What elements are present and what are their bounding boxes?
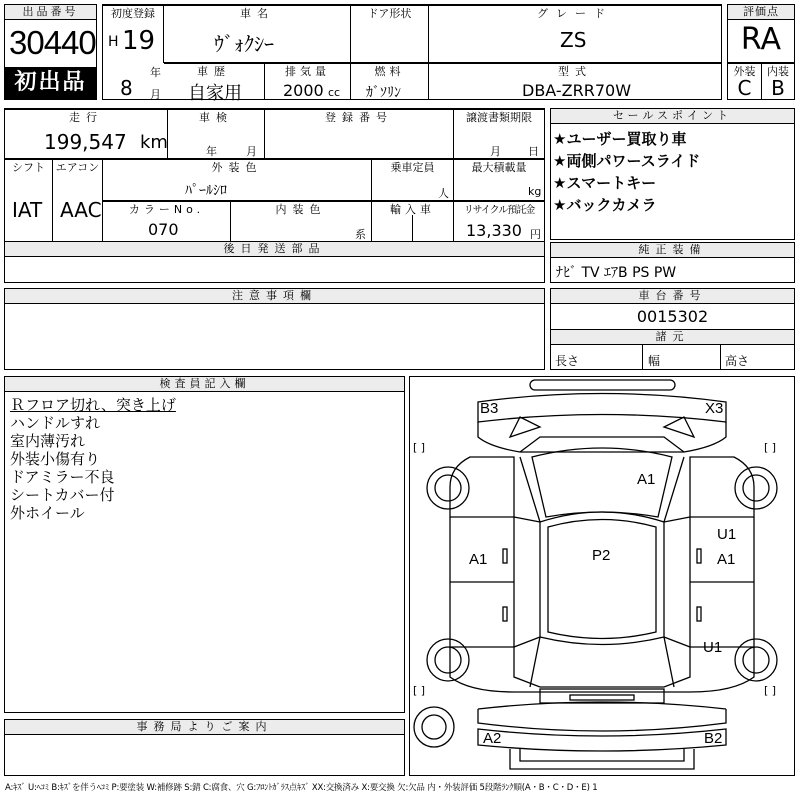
import-header: 輸入車 [390, 203, 435, 216]
sales-points-header: セールスポイント [551, 109, 794, 124]
damage-label-a2: A2 [483, 730, 502, 747]
bracket-marker: [ ] [413, 684, 426, 697]
sales-points-list [553, 128, 700, 216]
equipment-value: ﾅﾋﾞ TV ｴｱB PS PW [556, 265, 677, 281]
lot-number: 30440 [9, 24, 96, 61]
max-load-header: 最大積載量 [471, 161, 527, 174]
displacement-value: 2000 [283, 81, 324, 100]
inspector-note-line: 外装小傷有り [10, 450, 101, 468]
year: 19 [122, 26, 156, 56]
grade-value: ZS [560, 28, 587, 52]
inspector-notes [10, 396, 176, 522]
model-name: ｳﾞｫｸｼｰ [214, 32, 274, 56]
inspector-note-line: 室内薄汚れ [10, 432, 86, 450]
damage-legend: A:ｷｽﾞ U:ﾍｺﾐ B:ｷｽﾞを伴うﾍｺﾐ P:要塗装 W:補修跡 S:錆 C:腐食、穴 G:ﾌﾛﾝﾄｶﾞﾗｽ点ｷｽﾞ XX:交換済み X:要交換 欠:欠品 内・外装評価 5段階ﾗﾝｸ順(A・B・C・D・E) 1 [5, 783, 598, 793]
fuel-header: 燃料 [374, 65, 405, 78]
reg-number-header: 登録番号 [325, 111, 393, 124]
caution-header: 注意事項欄 [5, 289, 544, 304]
transfer-header: 譲渡書類期限 [466, 111, 532, 124]
car-diagram [410, 377, 794, 775]
lot-number-header: 出品番号 [5, 5, 96, 20]
inspection-month-unit: 月 [246, 145, 257, 158]
spec-header: 諸元 [551, 330, 794, 345]
bracket-marker: [ ] [764, 684, 777, 697]
sales-point-item: ★バックカメラ [553, 196, 657, 214]
shift-value: IAT [12, 198, 43, 222]
capacity-header: 乗車定員 [390, 161, 435, 174]
inspector-header: 検査員記入欄 [5, 377, 404, 392]
era: H [108, 34, 119, 50]
recycle-value: 13,330 [466, 221, 522, 240]
inspector-note-line: ドアミラー不良 [10, 468, 115, 486]
type-header: 型式 [558, 65, 592, 78]
door-header: ドア形状 [367, 7, 412, 20]
fuel-value: ｶﾞｿﾘﾝ [366, 85, 401, 101]
first-reg-header: 初度登録 [111, 7, 155, 20]
score-value: RA [740, 22, 782, 57]
exterior-color-value: ﾊﾟｰﾙｼﾛ [185, 183, 227, 199]
exterior-grade: C [737, 76, 752, 100]
interior-grade-header: 内装 [767, 65, 789, 78]
damage-label-x3: X3 [705, 400, 724, 417]
sales-point-item: ★両側パワースライド [553, 152, 701, 170]
damage-label-b2: B2 [704, 730, 723, 747]
recycle-header: リサイクル預託金 [463, 205, 535, 216]
bracket-marker: [ ] [764, 441, 777, 454]
inspection-header: 車検 [199, 111, 233, 124]
height-label: 高さ [725, 354, 750, 368]
damage-label-a1-hood: A1 [637, 471, 656, 488]
inspection-year-unit: 年 [206, 145, 217, 158]
exterior-grade-header: 外装 [733, 65, 756, 78]
shift-header: シフト [12, 161, 45, 174]
score-header: 評価点 [728, 5, 794, 20]
max-load-unit: kg [528, 185, 542, 198]
color-no-header: カラーNo. [128, 203, 205, 216]
transfer-month-unit: 月 [490, 145, 501, 158]
month-unit: 月 [150, 88, 161, 101]
inspector-note-line: シートカバー付 [10, 486, 115, 504]
inspector-note-line: 外ホイール [10, 504, 85, 522]
damage-label-u1-top: U1 [717, 526, 737, 543]
sales-point-item: ★スマートキー [553, 174, 657, 192]
transfer-day-unit: 日 [528, 145, 539, 158]
ac-header: エアコン [55, 161, 100, 174]
damage-label-a1-right: A1 [717, 551, 736, 568]
interior-color-unit: 系 [355, 228, 366, 241]
inspector-note-line: ハンドルすれ [10, 414, 101, 432]
exterior-color-header: 外装色 [211, 161, 263, 174]
type-value: DBA-ZRR70W [522, 81, 632, 100]
first-listing-badge: 初出品 [5, 67, 96, 99]
displacement-unit: cc [328, 86, 341, 99]
bracket-marker: [ ] [413, 441, 426, 454]
model-header: 車名 [240, 7, 274, 20]
width-label: 幅 [648, 354, 661, 368]
grade-header: グレード [537, 7, 613, 20]
interior-color-header: 内装色 [275, 203, 327, 216]
equipment-header: 純正装備 [551, 243, 794, 258]
ac-value: AAC [60, 198, 102, 222]
color-no-value: 070 [148, 220, 179, 239]
interior-grade: B [771, 76, 785, 100]
sales-point-item: ★ユーザー買取り車 [553, 130, 687, 148]
after-parts-header: 後日発送部品 [5, 242, 544, 257]
inspector-note-line: Ｒフロア切れ、突き上げ [10, 396, 176, 414]
mileage-unit: km [140, 132, 168, 153]
chassis-header: 車台番号 [551, 289, 794, 304]
history-header: 車歴 [197, 65, 231, 78]
recycle-unit: 円 [530, 228, 541, 241]
chassis-value: 0015302 [636, 307, 709, 326]
mileage-header: 走行 [69, 111, 103, 124]
mileage-value: 199,547 [44, 130, 127, 154]
capacity-unit: 人 [438, 187, 449, 200]
damage-label-p2: P2 [592, 547, 611, 564]
damage-label-a1-left: A1 [469, 551, 488, 568]
displacement-header: 排気量 [285, 65, 330, 78]
month: 8 [120, 76, 133, 100]
year-unit: 年 [150, 66, 161, 79]
damage-label-b3: B3 [480, 400, 499, 417]
history-value: 自家用 [188, 83, 242, 104]
length-label: 長さ [555, 354, 580, 368]
office-header: 事務局よりご案内 [5, 720, 404, 735]
damage-label-u1-bottom: U1 [703, 639, 723, 656]
